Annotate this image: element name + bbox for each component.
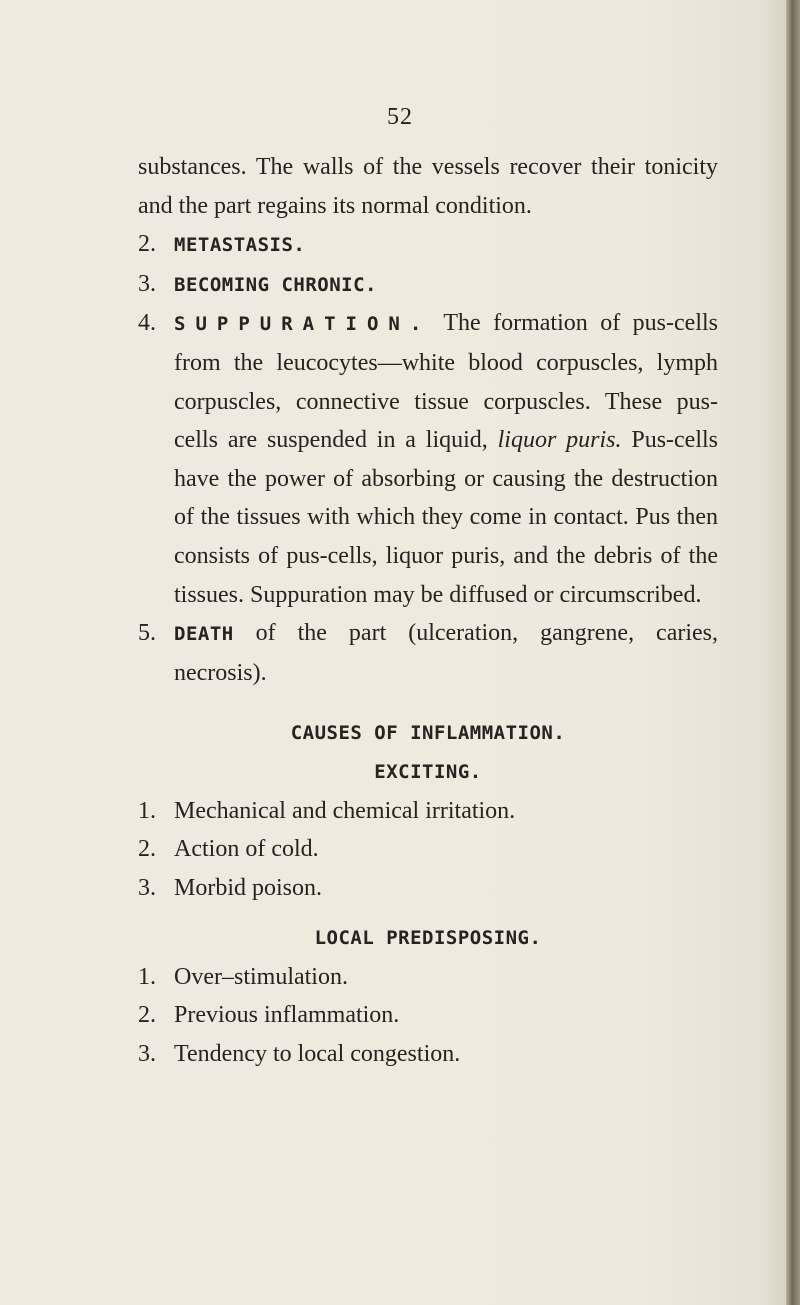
item-text: Previous inflammation.	[174, 1002, 400, 1029]
list-item-metastasis	[138, 225, 718, 265]
exciting-causes-list	[138, 792, 718, 908]
item-number: 4.	[138, 310, 156, 337]
page-content	[138, 148, 718, 1074]
item-number: 2.	[138, 1002, 156, 1029]
item-text: Morbid poison.	[174, 874, 323, 901]
list-item	[138, 792, 718, 831]
item-number: 3.	[138, 874, 156, 901]
item-text: of the part (ulceration, gangrene, caries, necrosis).	[174, 620, 718, 686]
item-number: 2.	[138, 836, 156, 863]
item-text-continued: Pus-cells have the power of absorbing or causing the destruction of the tissues with which they come in contact. Pus then consists of pus-cells, liquor puris, and the debris of the tissues. Suppuration may be diffused or circumscribed.	[174, 427, 719, 608]
item-title: SUPPURATION.	[174, 313, 432, 336]
list-item	[138, 958, 718, 997]
page-edge-shadow	[786, 0, 800, 1305]
item-number: 5.	[138, 620, 156, 647]
list-item-suppuration	[138, 304, 718, 614]
item-text: The formation of pus-cells from the leucocytes—white blood corpuscles, lymph corpuscles, connective tissue corpuscles. These pus-cells are suspended in a liquid,	[174, 310, 718, 454]
item-number: 3.	[138, 270, 156, 297]
item-text: Tendency to local congestion.	[174, 1041, 461, 1068]
subheading-local-predisposing: LOCAL PREDISPOSING.	[314, 927, 542, 950]
subheading-exciting: EXCITING.	[374, 760, 482, 783]
item-number: 1.	[138, 963, 156, 990]
list-item	[138, 830, 718, 869]
list-item-becoming-chronic	[138, 265, 718, 305]
paragraph-continuation: substances. The walls of the vessels recover their tonicity and the part regains its normal condition.	[138, 154, 718, 219]
item-text: Over–stimulation.	[174, 963, 348, 990]
item-text: Mechanical and chemical irritation.	[174, 797, 516, 824]
item-number: 1.	[138, 797, 156, 824]
section-heading-causes: CAUSES OF INFLAMMATION.	[290, 722, 566, 745]
item-title: DEATH	[174, 623, 234, 646]
item-title: METASTASIS.	[174, 234, 306, 257]
list-item-death	[138, 614, 718, 692]
item-number: 2.	[138, 231, 156, 258]
item-number: 3.	[138, 1041, 156, 1068]
item-title: BECOMING CHRONIC.	[174, 273, 377, 296]
page-number: 52	[387, 104, 413, 130]
item-italic-term: liquor puris.	[497, 427, 622, 454]
item-text: Action of cold.	[174, 836, 319, 863]
local-causes-list	[138, 958, 718, 1074]
list-item	[138, 869, 718, 908]
list-item	[138, 996, 718, 1035]
list-item	[138, 1035, 718, 1074]
